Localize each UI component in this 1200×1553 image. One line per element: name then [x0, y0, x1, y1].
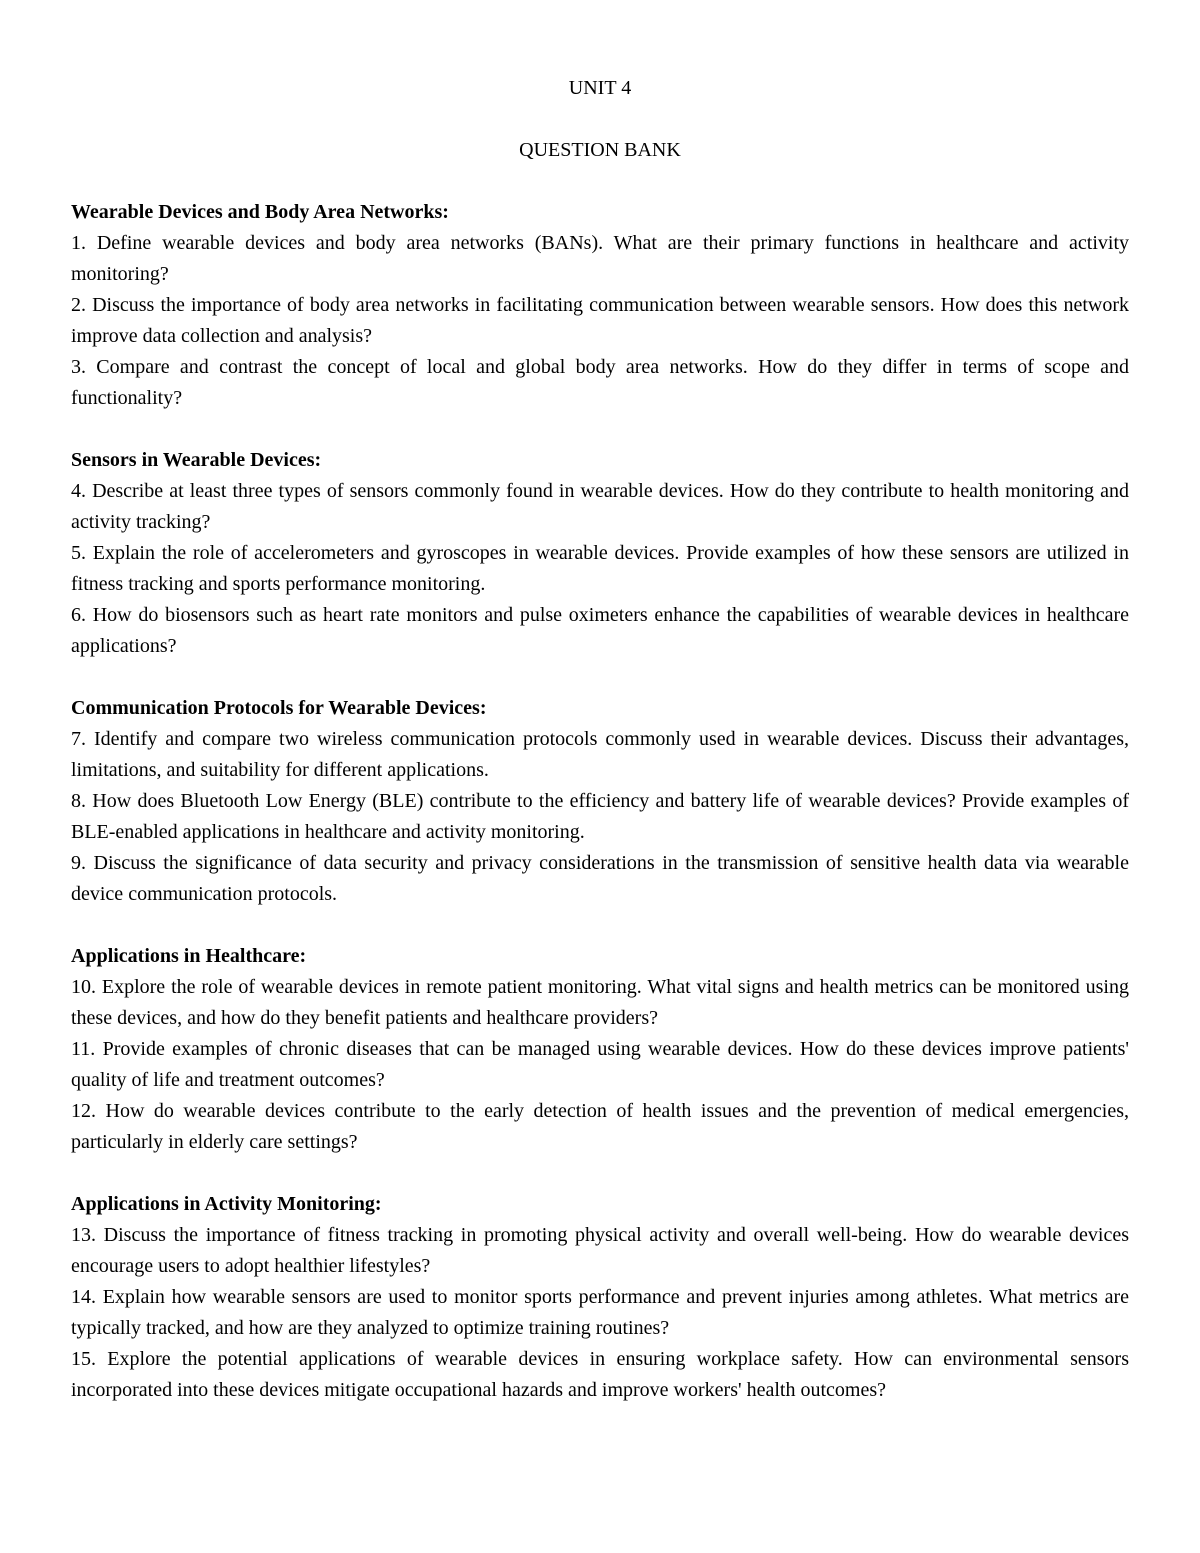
question-item: 3. Compare and contrast the concept of local and global body area networks. How do they differ in terms of scope and functionality?: [71, 356, 1129, 409]
section-heading: Communication Protocols for Wearable Devices:: [71, 697, 487, 719]
section-communication-protocols: [71, 693, 1129, 910]
section-healthcare-applications: [71, 941, 1129, 1158]
question-item: 15. Explore the potential applications of wearable devices in ensuring workplace safety. How can environmental sensors incorporated into these devices mitigate occupational hazards and improve workers' health outcomes?: [71, 1348, 1129, 1401]
question-item: 9. Discuss the significance of data security and privacy considerations in the transmission of sensitive health data via wearable device communication protocols.: [71, 852, 1129, 905]
question-item: 14. Explain how wearable sensors are used to monitor sports performance and prevent injuries among athletes. What metrics are typically tracked, and how are they analyzed to optimize training routines?: [71, 1286, 1129, 1339]
question-item: 10. Explore the role of wearable devices in remote patient monitoring. What vital signs and health metrics can be monitored using these devices, and how do they benefit patients and healthcare providers?: [71, 976, 1129, 1029]
question-item: 8. How does Bluetooth Low Energy (BLE) contribute to the efficiency and battery life of wearable devices? Provide examples of BLE-enabled applications in healthcare and activity monitoring.: [71, 790, 1129, 843]
section-heading: Sensors in Wearable Devices:: [71, 449, 322, 471]
question-item: 2. Discuss the importance of body area networks in facilitating communication between wearable sensors. How does this network improve data collection and analysis?: [71, 294, 1129, 347]
question-bank-title: QUESTION BANK: [519, 139, 681, 161]
section-heading: Applications in Healthcare:: [71, 945, 307, 967]
unit-title: UNIT 4: [568, 77, 632, 99]
section-heading: Applications in Activity Monitoring:: [71, 1193, 382, 1215]
question-item: 4. Describe at least three types of sensors commonly found in wearable devices. How do they contribute to health monitoring and activity tracking?: [71, 480, 1129, 533]
question-item: 11. Provide examples of chronic diseases that can be managed using wearable devices. How do these devices improve patients' quality of life and treatment outcomes?: [71, 1038, 1129, 1091]
question-item: 12. How do wearable devices contribute to the early detection of health issues and the prevention of medical emergencies, particularly in elderly care settings?: [71, 1100, 1129, 1153]
section-sensors: [71, 445, 1129, 662]
section-heading: Wearable Devices and Body Area Networks:: [71, 201, 449, 223]
question-item: 6. How do biosensors such as heart rate monitors and pulse oximeters enhance the capabilities of wearable devices in healthcare applications?: [71, 604, 1129, 657]
section-activity-monitoring: [71, 1189, 1129, 1406]
section-wearable-devices-bans: [71, 197, 1129, 414]
question-item: 1. Define wearable devices and body area networks (BANs). What are their primary functions in healthcare and activity monitoring?: [71, 232, 1129, 285]
question-item: 5. Explain the role of accelerometers and gyroscopes in wearable devices. Provide examples of how these sensors are utilized in fitness tracking and sports performance monitoring.: [71, 542, 1129, 595]
question-item: 13. Discuss the importance of fitness tracking in promoting physical activity and overall well-being. How do wearable devices encourage users to adopt healthier lifestyles?: [71, 1224, 1129, 1277]
question-item: 7. Identify and compare two wireless communication protocols commonly used in wearable devices. Discuss their advantages, limitations, and suitability for different applications.: [71, 728, 1129, 781]
